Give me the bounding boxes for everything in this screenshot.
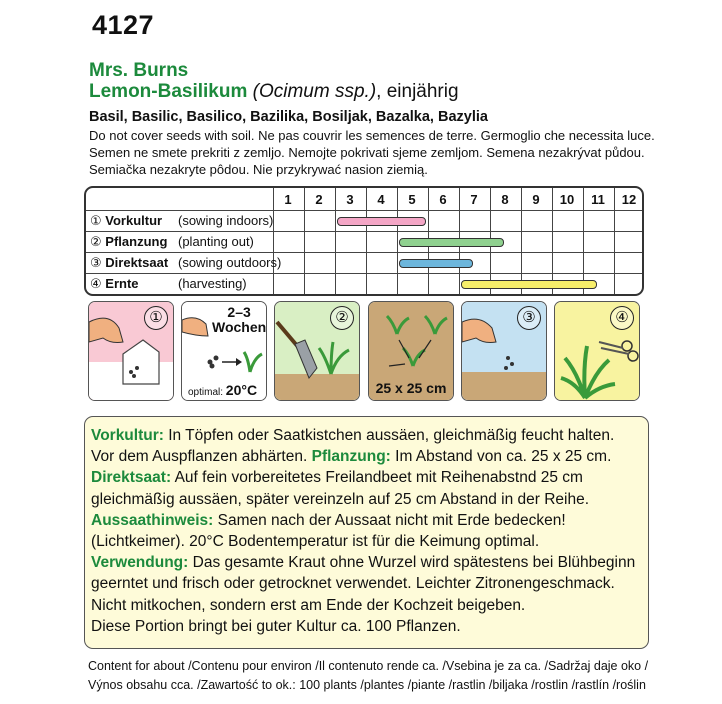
pictogram-spacing [368,301,454,401]
month-8: 8 [501,192,509,207]
step-number: ② [90,234,106,249]
info-text: gleichmäßig aussäen, später vereinzeln auf 25 cm Abstand in der Reihe. [91,490,590,508]
warning-line: Semiačka nezakryte pôdou. Nie przykrywać nasion ziemią. [89,162,428,177]
row-title: Pflanzung [105,234,168,249]
month-4: 4 [377,192,385,207]
row-english: (planting out) [178,234,254,249]
step-number: ① [144,306,168,330]
period-bar-pflanzung [399,238,504,247]
info-text: Auf fein vorbereitetes Freilandbeet mit Reihenabstnd 25 cm [171,469,583,487]
month-9: 9 [532,192,540,207]
pictogram-planting-out [274,301,360,401]
info-text: In Töpfen oder Saatkistchen aussäen, gleichmäßig feucht halten. [163,427,615,444]
pictogram-germination [181,301,267,401]
spacing-label: 25 x 25 cm [375,380,447,396]
content-yield-footer [88,657,648,695]
row-label [90,276,247,292]
row-english: (harvesting) [178,276,247,291]
month-6: 6 [439,192,447,207]
footer-line: Výnos obsahu cca. /Zawartość to ok.: 100 plants /plantes /piante /rastlin /biljaka /rostlin /rastlín /roślin [88,678,646,692]
info-text: Das gesamte Kraut ohne Wurzel wird spätestens bei Blühbeginn [188,554,636,572]
pictogram-sowing-indoors [88,301,174,401]
step-number: ④ [90,276,106,291]
info-text: Samen nach der Aussaat nicht mit Erde bedecken! [213,511,566,529]
row-english: (sowing outdoors) [178,255,282,270]
month-2: 2 [315,192,323,207]
footer-line: Content for about /Contenu pour environ /Il contenuto rende ca. /Vsebina je za ca. /Sadržaj daje oko / [88,659,649,673]
wochen-text: 2–3 Wochen [212,304,267,335]
step-number: ② [330,306,354,330]
calendar-row-ernte [86,273,642,295]
variety-name: Mrs. Burns [89,60,189,81]
period-bar-vorkultur [337,217,426,226]
row-label [90,213,274,229]
row-english: (sowing indoors) [178,213,274,228]
step-number: ① [90,213,106,228]
pictogram-strip [88,301,643,401]
cultivation-info [84,416,649,649]
translations: Basil, Basilic, Basilico, Bazilika, Bosiljak, Bazalka, Bazylia [89,109,488,125]
common-name: Lemon-Basilikum [89,81,248,102]
step-number: ④ [610,306,634,330]
row-title: Direktsaat [105,255,169,270]
keyword-pflanzung: Pflanzung: [311,448,391,466]
optimal-label: optimal: [188,387,224,398]
keyword-verwendung: Verwendung: [91,554,189,572]
keyword-aussaathinweis: Aussaathinweis: [91,511,214,529]
keyword-direktsaat: Direktsaat: [91,469,172,487]
row-title: Vorkultur [105,213,163,228]
keyword-vorkultur: Vorkultur: [91,427,164,444]
info-text: Vor dem Auspflanzen abhärten. [91,448,312,466]
info-text: geerntet und frisch oder getrocknet verwendet. Leichter Zitronengeschmack. [91,575,615,593]
row-label [90,234,254,250]
month-3: 3 [346,192,354,207]
pictogram-direct-sowing [461,301,547,401]
step-number: ③ [90,255,106,270]
calendar-row-pflanzung [86,231,642,253]
sowing-calendar [84,186,644,296]
info-text: Diese Portion bringt bei guter Kultur ca. 100 Pflanzen. [91,617,461,635]
product-code: 4127 [92,10,155,40]
row-label [90,255,282,271]
calendar-row-direktsaat [86,252,642,274]
row-title: Ernte [105,276,139,291]
sowing-warnings [89,127,655,178]
month-1: 1 [284,192,292,207]
warning-line: Do not cover seeds with soil. Ne pas couvrir les semences de terre. Germoglio che necessita luce. [89,128,655,143]
step-number: ③ [517,306,541,330]
info-text: Nicht mitkochen, sondern erst am Ende der Kochzeit beigeben. [91,596,526,614]
product-name [89,81,459,103]
period-bar-direktsaat [399,259,473,268]
germination-time [212,305,266,335]
calendar-row-vorkultur [86,210,642,232]
month-10: 10 [559,192,575,207]
month-7: 7 [470,192,478,207]
optimal-temperature [188,382,257,398]
warning-line: Semen ne smete prekriti z zemljo. Nemojte pokrivati sjeme zemljom. Semena nezakrývat půdou. [89,145,645,160]
info-text: Im Abstand von ca. 25 x 25 cm. [390,448,612,466]
pictogram-harvest [554,301,640,401]
latin-name: (Ocimum ssp.) [252,81,377,102]
lifecycle: , einjährig [376,81,459,102]
period-bar-ernte [461,280,597,289]
optimal-temp-value: 20°C [225,382,258,398]
month-11: 11 [591,192,605,207]
month-5: 5 [408,192,416,207]
month-12: 12 [621,192,637,207]
info-text: (Lichtkeimer). 20°C Bodentemperatur ist für die Keimung optimal. [91,533,540,551]
